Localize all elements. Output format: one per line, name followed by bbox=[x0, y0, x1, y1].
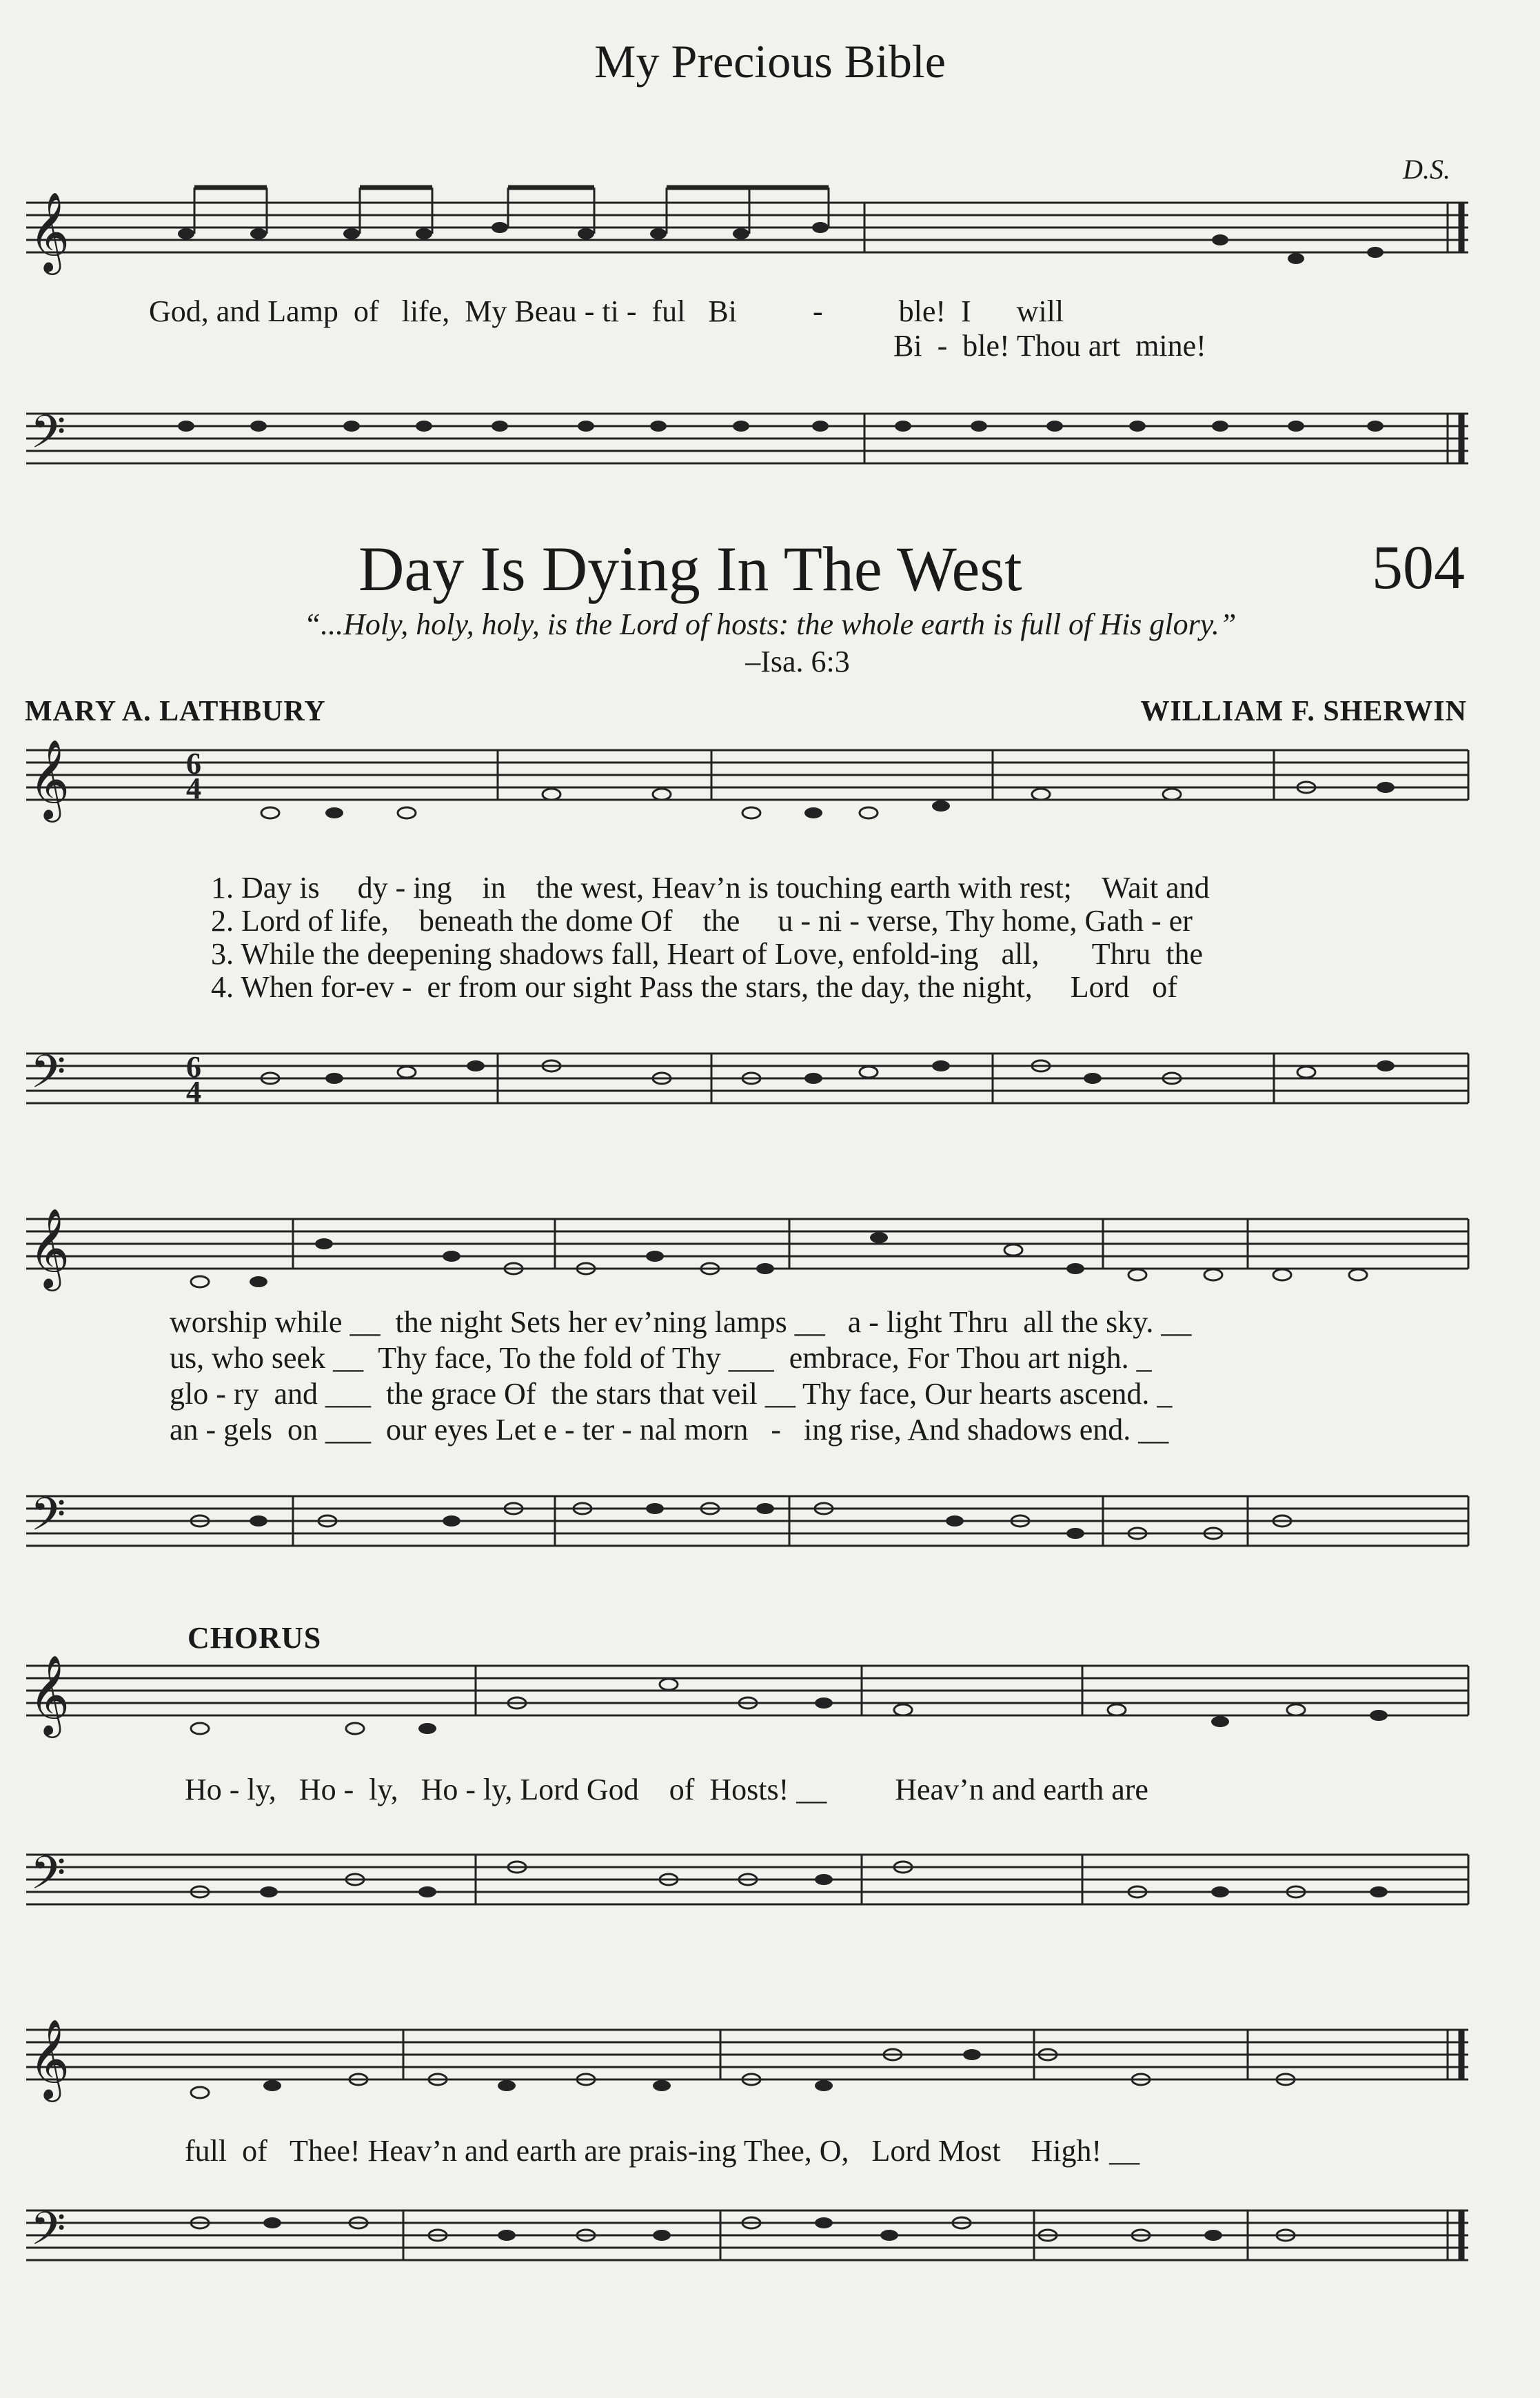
previous-hymn-title: My Precious Bible bbox=[594, 35, 946, 88]
author-credit: MARY A. LATHBURY bbox=[25, 696, 326, 727]
ds-marking: D.S. bbox=[1403, 154, 1450, 185]
verse2-line1: 2. Lord of life, beneath the dome Of the u - ni - verse, Thy home, Gath - er bbox=[211, 904, 1193, 938]
verse1-line1: 1. Day is dy - ing in the west, Heav’n is touching earth with rest; Wait and bbox=[211, 871, 1210, 905]
treble-clef-icon: 𝄞 bbox=[29, 191, 70, 272]
system1-bass-staff bbox=[0, 1047, 1540, 1122]
scripture-quote: “...Holy, holy, holy, is the Lord of hosts: the whole earth is full of His glory.” bbox=[303, 607, 1237, 641]
svg-text:𝄢: 𝄢 bbox=[30, 1488, 66, 1552]
svg-text:𝄢: 𝄢 bbox=[30, 2202, 66, 2266]
hymn-number: 504 bbox=[1372, 534, 1465, 602]
verse4-line2: an - gels on ___ our eyes Let e - ter - nal morn - ing rise, And shadows end. __ bbox=[170, 1413, 1169, 1447]
verse3-line2: glo - ry and ___ the grace Of the stars that veil __ Thy face, Our hearts ascend. _ bbox=[170, 1377, 1173, 1411]
prev-lyric-line-2: Bi - ble! Thou art mine! bbox=[893, 329, 1206, 363]
bass-clef-icon: 𝄢 bbox=[30, 405, 66, 470]
verse2-line2: us, who seek __ Thy face, To the fold of Thy ___ embrace, For Thou art nigh. _ bbox=[170, 1341, 1152, 1375]
svg-text:4: 4 bbox=[186, 1075, 201, 1109]
system1-treble-staff bbox=[0, 738, 1540, 833]
time-signature-bottom: 4 bbox=[186, 772, 201, 805]
prev-bass-staff bbox=[0, 407, 1540, 483]
hymn-title: Day Is Dying In The West bbox=[358, 534, 1022, 604]
composer-credit: WILLIAM F. SHERWIN bbox=[1140, 696, 1467, 727]
chorus-line2: full of Thee! Heav’n and earth are prais-ing Thee, O, Lord Most High! __ bbox=[185, 2134, 1140, 2168]
svg-text:𝄞: 𝄞 bbox=[29, 1207, 70, 1288]
system4-bass-staff bbox=[0, 2204, 1540, 2293]
svg-text:𝄢: 𝄢 bbox=[30, 1846, 66, 1911]
svg-text:𝄞: 𝄞 bbox=[29, 1654, 70, 1735]
system3-treble-staff bbox=[0, 1654, 1540, 1749]
svg-text:6: 6 bbox=[186, 1050, 201, 1084]
svg-text:𝄞: 𝄞 bbox=[29, 2018, 70, 2099]
system2-treble-staff bbox=[0, 1207, 1540, 1302]
prev-lyric-line-1: God, and Lamp of life, My Beau - ti - ful Bi - ble! I will bbox=[149, 294, 1064, 328]
chorus-label: CHORUS bbox=[188, 1621, 322, 1655]
system3-bass-staff bbox=[0, 1848, 1540, 1924]
time-signature-top: 6 bbox=[186, 747, 201, 780]
scripture-reference: –Isa. 6:3 bbox=[745, 645, 850, 678]
chorus-line1: Ho - ly, Ho - ly, Ho - ly, Lord God of Hosts! __ Heav’n and earth are bbox=[185, 1773, 1148, 1806]
system4-treble-staff bbox=[0, 2018, 1540, 2113]
svg-text:𝄢: 𝄢 bbox=[30, 1045, 66, 1109]
verse4-line1: 4. When for-ev - er from our sight Pass the stars, the day, the night, Lord of bbox=[211, 970, 1177, 1004]
prev-treble-staff bbox=[0, 191, 1540, 306]
system2-bass-staff bbox=[0, 1489, 1540, 1565]
verse3-line1: 3. While the deepening shadows fall, Heart of Love, enfold-ing all, Thru the bbox=[211, 937, 1203, 971]
verse1-line2: worship while __ the night Sets her ev’ning lamps __ a - light Thru all the sky. __ bbox=[170, 1305, 1192, 1339]
svg-text:𝄞: 𝄞 bbox=[29, 738, 70, 819]
